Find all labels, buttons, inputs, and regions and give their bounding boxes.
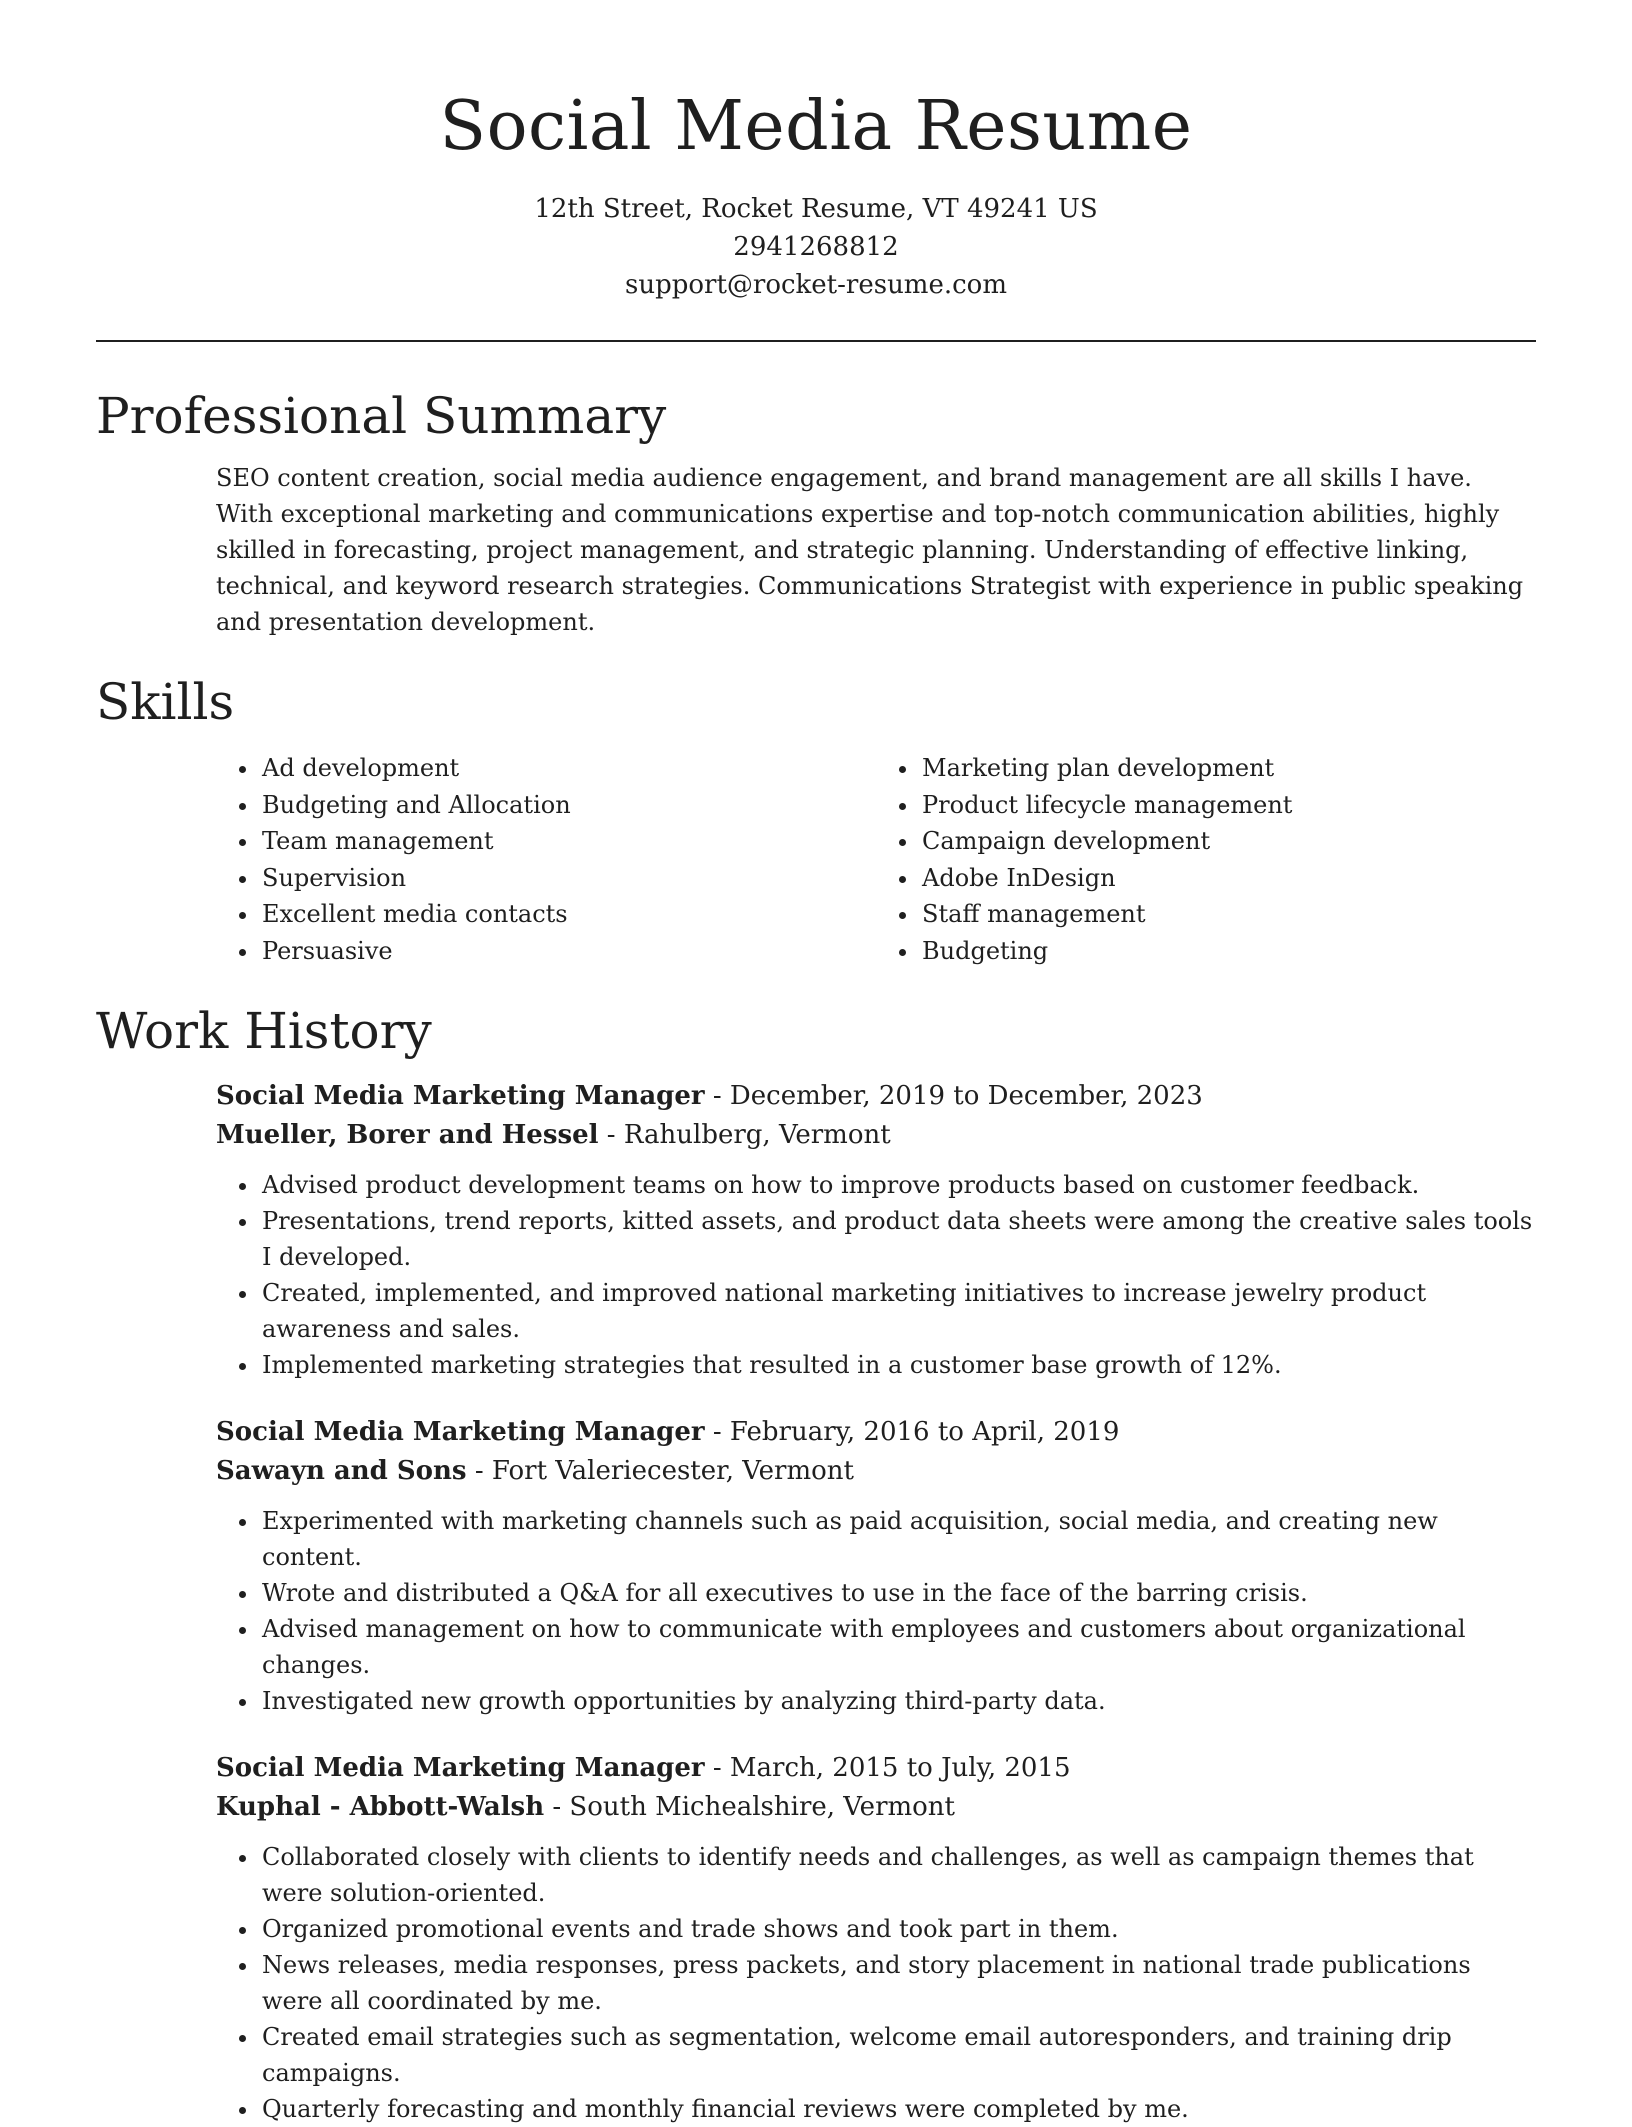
header-divider <box>96 340 1536 342</box>
job-role-line <box>216 1413 1536 1452</box>
job-bullet: • Investigated new growth opportunities by analyzing third-party data. <box>260 1683 1536 1719</box>
section-title-skills: Skills <box>96 673 235 731</box>
job-bullets <box>216 1839 1536 2127</box>
resume-header <box>96 0 1536 304</box>
job-entry <box>216 1749 1536 2127</box>
summary-text: SEO content creation, social media audience engagement, and brand management are all skills I have. With exceptional marketing and communications expertise and top-notch communication abilities, highly skilled in forecasting, project management, and strategic planning. Understanding of effective linking, technical, and keyword research strategies. Communications Strategist with experience in public speaking and presentation development. <box>216 464 1524 636</box>
job-bullets <box>216 1503 1536 1719</box>
contact-email: support@rocket-resume.com <box>624 270 1007 300</box>
job-company: Kuphal - Abbott-Walsh <box>216 1792 545 1822</box>
skill-item: • Staff management <box>920 896 1536 933</box>
resume-name: Social Media Resume <box>439 87 1193 166</box>
job-role: Social Media Marketing Manager <box>216 1753 705 1783</box>
contact-address: 12th Street, Rocket Resume, VT 49241 US <box>534 194 1098 224</box>
skills-grid <box>216 750 1536 969</box>
section-title-work-history: Work History <box>96 1002 432 1060</box>
skill-item: • Product lifecycle management <box>920 787 1536 824</box>
job-location: - Rahulberg, Vermont <box>598 1120 891 1150</box>
job-entry <box>216 1413 1536 1719</box>
skill-item: • Persuasive <box>260 933 876 970</box>
skill-item: • Campaign development <box>920 823 1536 860</box>
job-bullet: • Advised product development teams on how to improve products based on customer feedback. <box>260 1167 1536 1203</box>
job-entry <box>216 1077 1536 1383</box>
job-company-line <box>216 1116 1536 1155</box>
job-bullet: • Advised management on how to communicate with employees and customers about organizational changes. <box>260 1611 1536 1683</box>
job-role: Social Media Marketing Manager <box>216 1081 705 1111</box>
job-bullet: • Collaborated closely with clients to identify needs and challenges, as well as campaign themes that were solution-oriented. <box>260 1839 1536 1911</box>
job-dates: - March, 2015 to July, 2015 <box>704 1753 1071 1783</box>
skill-item: • Budgeting <box>920 933 1536 970</box>
skill-item: • Ad development <box>260 750 876 787</box>
skill-item: • Budgeting and Allocation <box>260 787 876 824</box>
job-location: - South Michealshire, Vermont <box>544 1792 955 1822</box>
skill-item: • Team management <box>260 823 876 860</box>
job-role-line <box>216 1749 1536 1788</box>
resume-page <box>96 0 1536 2127</box>
skill-item: • Supervision <box>260 860 876 897</box>
job-role-line <box>216 1077 1536 1116</box>
job-dates: - February, 2016 to April, 2019 <box>704 1417 1120 1447</box>
section-title-summary: Professional Summary <box>96 387 667 445</box>
skills-column-left <box>216 750 876 969</box>
job-bullet: • Implemented marketing strategies that resulted in a customer base growth of 12%. <box>260 1347 1536 1383</box>
contact-block <box>96 190 1536 304</box>
job-company: Sawayn and Sons <box>216 1456 467 1486</box>
job-bullet: • News releases, media responses, press packets, and story placement in national trade publications were all coordinated by me. <box>260 1947 1536 2019</box>
job-bullet: • Created email strategies such as segmentation, welcome email autoresponders, and training drip campaigns. <box>260 2019 1536 2091</box>
skills-column-right <box>876 750 1536 969</box>
job-bullet: • Organized promotional events and trade shows and took part in them. <box>260 1911 1536 1947</box>
job-company-line <box>216 1788 1536 1827</box>
job-bullets <box>216 1167 1536 1383</box>
skill-item: • Adobe InDesign <box>920 860 1536 897</box>
job-role: Social Media Marketing Manager <box>216 1417 705 1447</box>
job-location: - Fort Valeriecester, Vermont <box>466 1456 854 1486</box>
job-dates: - December, 2019 to December, 2023 <box>704 1081 1203 1111</box>
skill-item: • Marketing plan development <box>920 750 1536 787</box>
job-company: Mueller, Borer and Hessel <box>216 1120 599 1150</box>
skill-item: • Excellent media contacts <box>260 896 876 933</box>
job-bullet: • Presentations, trend reports, kitted assets, and product data sheets were among the creative sales tools I developed. <box>260 1203 1536 1275</box>
contact-phone: 2941268812 <box>733 232 899 262</box>
job-bullet: • Quarterly forecasting and monthly financial reviews were completed by me. <box>260 2091 1536 2127</box>
job-company-line <box>216 1452 1536 1491</box>
job-bullet: • Created, implemented, and improved national marketing initiatives to increase jewelry product awareness and sales. <box>260 1275 1536 1347</box>
job-bullet: • Wrote and distributed a Q&A for all executives to use in the face of the barring crisis. <box>260 1575 1536 1611</box>
job-bullet: • Experimented with marketing channels such as paid acquisition, social media, and creating new content. <box>260 1503 1536 1575</box>
